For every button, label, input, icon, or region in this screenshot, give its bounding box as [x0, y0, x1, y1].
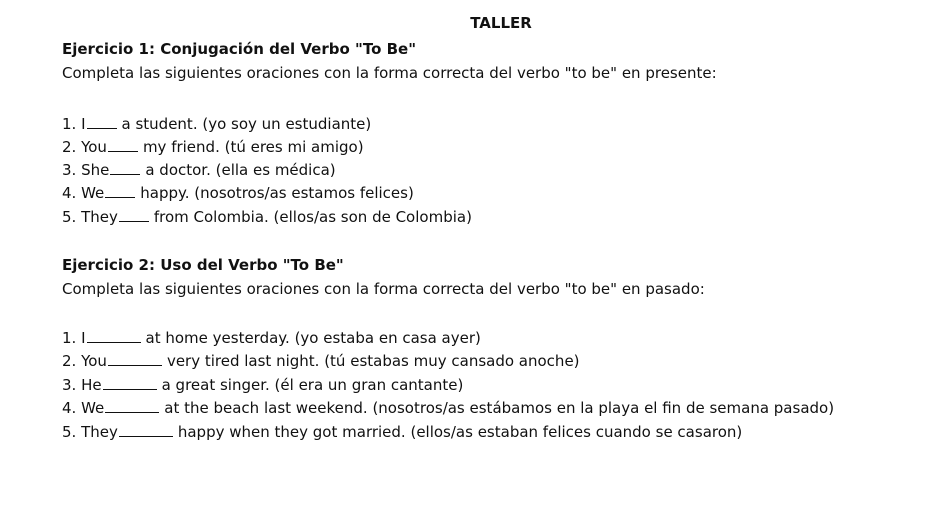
- exercise-1-item-2: [62, 139, 364, 155]
- item-text: at the beach last weekend. (nosotros/as estábamos en la playa el fin de semana pasado): [164, 399, 835, 417]
- answer-blank: [103, 377, 157, 390]
- exercise-1-item-3: [62, 162, 336, 178]
- exercise-2-item-3: [62, 377, 463, 393]
- exercise-2-item-5: [62, 424, 742, 440]
- item-text: a student. (yo soy un estudiante): [121, 115, 372, 133]
- exercise-2-item-2: [62, 353, 580, 369]
- item-text: very tired last night. (tú estabas muy cansado anoche): [166, 352, 580, 370]
- exercise-1-heading: Ejercicio 1: Conjugación del Verbo "To Be": [62, 40, 417, 58]
- item-prefix: 2. You: [62, 138, 107, 156]
- answer-blank: [108, 353, 162, 366]
- exercise-2-instruction: Completa las siguientes oraciones con la forma correcta del verbo "to be" en pasado:: [62, 280, 705, 298]
- answer-blank: [105, 400, 159, 413]
- exercise-1-instruction: Completa las siguientes oraciones con la forma correcta del verbo "to be" en presente:: [62, 64, 717, 82]
- item-prefix: 1. I: [62, 115, 86, 133]
- item-text: happy. (nosotros/as estamos felices): [140, 184, 414, 202]
- answer-blank: [119, 424, 173, 437]
- answer-blank: [119, 209, 149, 222]
- answer-blank: [108, 139, 138, 152]
- item-prefix: 3. She: [62, 161, 110, 179]
- answer-blank: [110, 162, 140, 175]
- exercise-1-item-5: [62, 209, 472, 225]
- item-text: a great singer. (él era un gran cantante): [161, 376, 464, 394]
- item-text: a doctor. (ella es médica): [145, 161, 336, 179]
- item-prefix: 4. We: [62, 399, 105, 417]
- exercise-2-item-4: [62, 400, 834, 416]
- item-prefix: 1. I: [62, 329, 86, 347]
- item-prefix: 2. You: [62, 352, 107, 370]
- exercise-1-item-4: [62, 185, 414, 201]
- item-text: my friend. (tú eres mi amigo): [142, 138, 364, 156]
- item-text: happy when they got married. (ellos/as estaban felices cuando se casaron): [177, 423, 743, 441]
- exercise-2-heading: Ejercicio 2: Uso del Verbo "To Be": [62, 256, 344, 274]
- answer-blank: [87, 116, 117, 129]
- answer-blank: [87, 330, 141, 343]
- document-title: TALLER: [470, 14, 532, 32]
- exercise-2-item-1: [62, 330, 481, 346]
- exercise-1-item-1: [62, 116, 371, 132]
- item-prefix: 5. They: [62, 208, 118, 226]
- answer-blank: [105, 185, 135, 198]
- item-text: from Colombia. (ellos/as son de Colombia): [153, 208, 472, 226]
- item-prefix: 4. We: [62, 184, 105, 202]
- item-prefix: 3. He: [62, 376, 102, 394]
- item-text: at home yesterday. (yo estaba en casa ayer): [145, 329, 481, 347]
- item-prefix: 5. They: [62, 423, 118, 441]
